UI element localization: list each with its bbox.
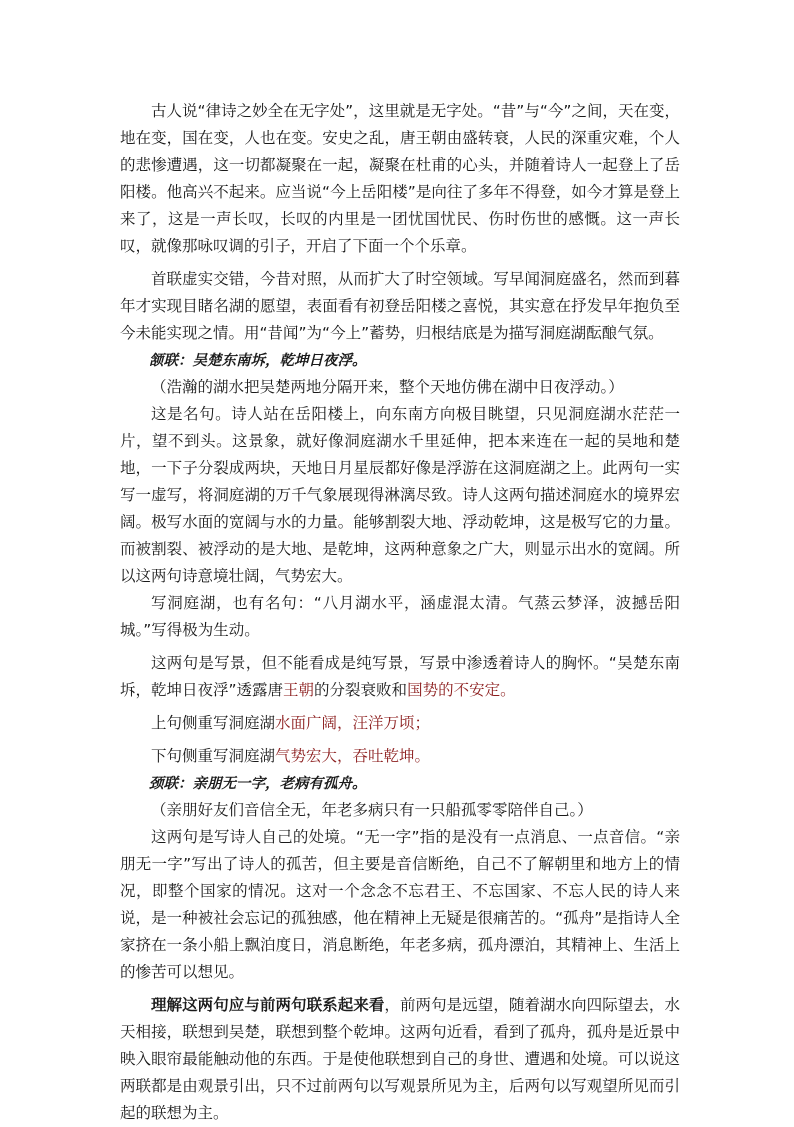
paragraph-scenery: 这两句是写景，但不能看成是纯写景，写景中渗透着诗人的胸怀。“吴楚东南坼，乾坤日夜浮”透露唐王朝的分裂衰败和国势的不安定。 bbox=[120, 654, 680, 699]
translation-hanlian: （浩瀚的湖水把吴楚两地分隔开来，整个天地仿佛在湖中日夜浮动。） bbox=[151, 378, 624, 396]
line-upper-sentence: 上句侧重写洞庭湖水面广阔，汪洋万顷； bbox=[151, 714, 431, 732]
heading-jinglian: 颈联：亲朋无一字，老病有孤舟。 bbox=[149, 775, 367, 792]
heading-hanlian: 颔联：吴楚东南坼，乾坤日夜浮。 bbox=[149, 352, 367, 369]
bold-lead: 理解这两句应与前两句联系起来看 bbox=[151, 996, 385, 1014]
paragraph-conclusion: 理解这两句应与前两句联系起来看，前两句是远望，随着湖水向四际望去，水天相接，联想到吴楚，联想到整个乾坤。这两句近看，看到了孤舟，孤舟是近景中映入眼帘最能触动他的东西。于是使他联想到自己的身世、遭遇和处境。可以说这两联都是由观景引出，只不过前两句以写观景所见为主，后两句以写观望所见而引起的联想为主。 bbox=[120, 996, 680, 1122]
paragraph-intro: 古人说“律诗之妙全在无字处”，这里就是无字处。“昔”与“今”之间，天在变，地在变，国在变，人也在变。安史之乱，唐王朝由盛转衰，人民的深重灾难，个人的悲惨遭遇，这一切都凝聚在一起，凝聚在杜甫的心头，并随着诗人一起登上了岳阳楼。他高兴不起来。应当说“今上岳阳楼”是向往了多年不得登，如今才算是登上来了，这是一声长叹，长叹的内里是一团忧国忧民、伤时伤世的感慨。这一声长叹，就像那咏叹调的引子，开启了下面一个个乐章。 bbox=[120, 102, 680, 255]
translation-jinglian: （亲朋好友们音信全无，年老多病只有一只船孤零零陪伴自己。） bbox=[151, 801, 593, 819]
highlight-momentum: 气势宏大，吞吐乾坤 bbox=[275, 747, 415, 765]
paragraph-jinglian-analysis: 这两句是写诗人自己的处境。“无一字”指的是没有一点消息、一点音信。“亲朋无一字”写出了诗人的孤苦，但主要是音信断绝，自己不了解朝里和地方上的情况，即整个国家的情况。这对一个念念不忘君王、不忘国家、不忘人民的诗人来说，是一种被社会忘记的孤独感，他在精神上无疑是很痛苦的。“孤舟”是指诗人全家挤在一条小船上飘泊度日，消息断绝，年老多病，孤舟漂泊，其精神上、生活上的惨苦可以想见。 bbox=[120, 828, 680, 981]
line-lower-sentence: 下句侧重写洞庭湖气势宏大，吞吐乾坤。 bbox=[151, 747, 431, 765]
highlight-guoshi: 国势 bbox=[407, 681, 439, 699]
paragraph-hanlian-analysis: 这是名句。诗人站在岳阳楼上，向东南方向极目眺望，只见洞庭湖水茫茫一片，望不到头。这景象，就好像洞庭湖水千里延伸，把本来连在一起的吴地和楚地，一下子分裂成两块，天地日月星辰都好像是浮游在这洞庭湖之上。此两句一实写一虚写，将洞庭湖的万千气象展现得淋漓尽致。诗人这两句描述洞庭水的境界宏阔。极写水面的宽阔与水的力量。能够割裂大地、浮动乾坤，这是极写它的力量。而被割裂、被浮动的是大地、是乾坤，这两种意象之广大，则显示出水的宽阔。所以这两句诗意境壮阔，气势宏大。 bbox=[120, 405, 680, 585]
document-body bbox=[120, 98, 680, 1127]
highlight-wangchao: 王朝 bbox=[283, 681, 315, 699]
paragraph-dongting-quote: 写洞庭湖，也有名句：“八月湖水平，涵虚混太清。气蒸云梦泽，波撼岳阳城。”写得极为生动。 bbox=[120, 594, 680, 639]
paragraph-shoulian: 首联虚实交错，今昔对照，从而扩大了时空领域。写早闻洞庭盛名，然而到暮年才实现目睹名湖的愿望，表面看有初登岳阳楼之喜悦，其实意在抒发早年抱负至今未能实现之情。用“昔闻”为“今上”蓄势，归根结底是为描写洞庭湖酝酿气氛。 bbox=[120, 270, 680, 342]
highlight-water-wide: 水面广阔，汪洋万顷 bbox=[275, 714, 415, 732]
